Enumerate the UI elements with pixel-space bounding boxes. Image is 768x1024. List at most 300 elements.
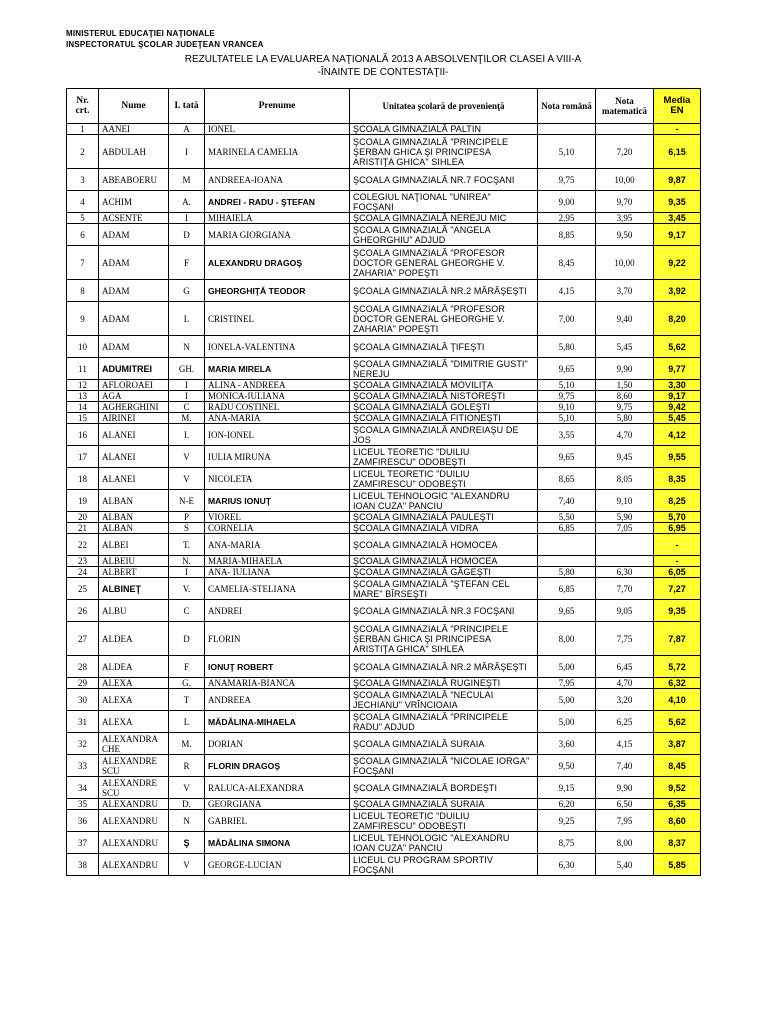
cell-nota-matematica: 6,25 (596, 711, 654, 733)
table-row (67, 391, 701, 402)
cell-nota-matematica: 7,40 (596, 755, 654, 777)
cell-nota-matematica: 5,45 (596, 336, 654, 358)
cell-nota-matematica: 9,40 (596, 302, 654, 336)
cell-nota-romana: 3,60 (538, 733, 596, 755)
table-row (67, 468, 701, 490)
cell-scoala: ŞCOALA GIMNAZIALĂ "PRINCIPELE ŞERBAN GHICA ŞI PRINCIPESA ARISTIŢA GHICA" SIHLEA (350, 622, 538, 656)
cell-initiala: V (169, 446, 205, 468)
cell-nume: AGHERGHINI (99, 402, 169, 413)
table-row (67, 380, 701, 391)
cell-scoala: ŞCOALA GIMNAZIALĂ RUGINEŞTI (350, 678, 538, 689)
cell-nume: AFLOROAEI (99, 380, 169, 391)
cell-nota-romana: 5,00 (538, 689, 596, 711)
cell-media: 8,45 (654, 755, 701, 777)
cell-nota-romana: 3,55 (538, 424, 596, 446)
cell-media: 9,17 (654, 391, 701, 402)
inspectorate-header: INSPECTORATUL ŞCOLAR JUDEŢEAN VRANCEA (66, 40, 264, 49)
cell-nr: 14 (67, 402, 99, 413)
table-row (67, 578, 701, 600)
table-row (67, 755, 701, 777)
table-row (67, 446, 701, 468)
cell-initiala: GH. (169, 358, 205, 380)
table-row (67, 224, 701, 246)
cell-nr: 28 (67, 656, 99, 678)
cell-nota-matematica: 9,75 (596, 402, 654, 413)
cell-scoala: ŞCOALA GIMNAZIALĂ NR.3 FOCŞANI (350, 600, 538, 622)
cell-prenume: GEORGE-LUCIAN (205, 854, 350, 876)
cell-scoala: LICEUL TEHNOLOGIC "ALEXANDRU IOAN CUZA" PANCIU (350, 832, 538, 854)
col-header-prenume: Prenume (205, 89, 350, 124)
cell-media: 5,45 (654, 413, 701, 424)
cell-media: 9,42 (654, 402, 701, 413)
cell-nr: 24 (67, 567, 99, 578)
cell-prenume: ANDREEA-IOANA (205, 169, 350, 191)
results-table-body (67, 124, 701, 876)
cell-prenume: CAMELIA-STELIANA (205, 578, 350, 600)
cell-nr: 19 (67, 490, 99, 512)
cell-nr: 36 (67, 810, 99, 832)
cell-media: 9,52 (654, 777, 701, 799)
cell-initiala: D (169, 622, 205, 656)
cell-nota-romana: 5,10 (538, 413, 596, 424)
col-header-scoala: Unitatea şcolară de provenienţă (350, 89, 538, 124)
cell-nota-romana: 7,00 (538, 302, 596, 336)
cell-scoala: ŞCOALA GIMNAZIALĂ "NICOLAE IORGA" FOCŞANI (350, 755, 538, 777)
cell-nota-matematica: 1,50 (596, 380, 654, 391)
cell-nota-romana: 9,25 (538, 810, 596, 832)
cell-nume: ALBEIU (99, 556, 169, 567)
cell-nr: 30 (67, 689, 99, 711)
cell-initiala: A. (169, 191, 205, 213)
cell-nota-romana: 9,75 (538, 169, 596, 191)
cell-nota-matematica: 6,50 (596, 799, 654, 810)
table-row (67, 854, 701, 876)
cell-nota-matematica: 4,70 (596, 424, 654, 446)
cell-nr: 16 (67, 424, 99, 446)
cell-nota-romana: 7,95 (538, 678, 596, 689)
cell-scoala: ŞCOALA GIMNAZIALĂ "PROFESOR DOCTOR GENERAL GHEORGHE V. ZAHARIA" POPEŞTI (350, 302, 538, 336)
cell-nume: ALANEI (99, 468, 169, 490)
cell-nota-matematica (596, 534, 654, 556)
table-row (67, 810, 701, 832)
cell-nume: AIRINEI (99, 413, 169, 424)
cell-scoala: ŞCOALA GIMNAZIALĂ "ŞTEFAN CEL MARE" BÎRSEŞTI (350, 578, 538, 600)
cell-initiala: D (169, 224, 205, 246)
ministry-header: MINISTERUL EDUCAŢIEI NAŢIONALE (66, 29, 215, 38)
cell-media: 3,87 (654, 733, 701, 755)
cell-nr: 5 (67, 213, 99, 224)
cell-initiala: V. (169, 578, 205, 600)
results-table-header (67, 89, 701, 124)
cell-prenume: CRISTINEL (205, 302, 350, 336)
cell-prenume: ANA- IULIANA (205, 567, 350, 578)
table-row (67, 689, 701, 711)
cell-prenume: MONICA-IULIANA (205, 391, 350, 402)
cell-nota-matematica: 9,50 (596, 224, 654, 246)
cell-nr: 11 (67, 358, 99, 380)
cell-media: - (654, 556, 701, 567)
cell-initiala: C (169, 600, 205, 622)
cell-nota-matematica: 5,90 (596, 512, 654, 523)
cell-initiala: I (169, 135, 205, 169)
cell-nota-romana: 9,10 (538, 402, 596, 413)
cell-nota-matematica: 10,00 (596, 169, 654, 191)
cell-nr: 15 (67, 413, 99, 424)
cell-initiala: T. (169, 534, 205, 556)
cell-nume: ALEXANDRU (99, 810, 169, 832)
cell-nota-romana: 6,20 (538, 799, 596, 810)
cell-nr: 2 (67, 135, 99, 169)
cell-scoala: LICEUL TEHNOLOGIC "ALEXANDRU IOAN CUZA" PANCIU (350, 490, 538, 512)
cell-prenume: ANA-MARIA (205, 534, 350, 556)
cell-nume: AGA (99, 391, 169, 402)
cell-nota-romana: 9,75 (538, 391, 596, 402)
table-row (67, 124, 701, 135)
table-row (67, 678, 701, 689)
cell-prenume: ANAMARIA-BIANCA (205, 678, 350, 689)
cell-scoala: ŞCOALA GIMNAZIALĂ "PRINCIPELE ŞERBAN GHICA ŞI PRINCIPESA ARISTIŢA GHICA" SIHLEA (350, 135, 538, 169)
cell-nume: ALEXANDRA CHE (99, 733, 169, 755)
cell-nume: ACSENTE (99, 213, 169, 224)
cell-scoala: ŞCOALA GIMNAZIALĂ PAULEŞTI (350, 512, 538, 523)
cell-nota-romana: 9,65 (538, 446, 596, 468)
cell-initiala: R (169, 755, 205, 777)
cell-media: 5,72 (654, 656, 701, 678)
cell-prenume: RALUCA-ALEXANDRA (205, 777, 350, 799)
cell-nota-matematica: 9,90 (596, 358, 654, 380)
cell-initiala: I (169, 567, 205, 578)
cell-media: 9,35 (654, 191, 701, 213)
cell-nota-matematica: 7,20 (596, 135, 654, 169)
cell-initiala: C (169, 402, 205, 413)
cell-initiala: S (169, 523, 205, 534)
cell-media: 6,95 (654, 523, 701, 534)
cell-nota-romana: 9,65 (538, 358, 596, 380)
col-header-nume: Nume (99, 89, 169, 124)
cell-initiala: G (169, 280, 205, 302)
cell-nr: 34 (67, 777, 99, 799)
cell-scoala: ŞCOALA GIMNAZIALĂ "NECULAI JECHIANU" VRÎNCIOAIA (350, 689, 538, 711)
cell-nota-romana: 9,15 (538, 777, 596, 799)
cell-nota-matematica: 4,15 (596, 733, 654, 755)
cell-nr: 4 (67, 191, 99, 213)
cell-nume: ALBU (99, 600, 169, 622)
table-row (67, 424, 701, 446)
cell-media: 5,62 (654, 336, 701, 358)
cell-nr: 13 (67, 391, 99, 402)
cell-initiala: V (169, 777, 205, 799)
cell-nume: ADUMITREI (99, 358, 169, 380)
cell-scoala: ŞCOALA GIMNAZIALĂ GOLEŞTI (350, 402, 538, 413)
table-row (67, 777, 701, 799)
cell-nume: ADAM (99, 224, 169, 246)
cell-scoala: ŞCOALA GIMNAZIALĂ SURAIA (350, 733, 538, 755)
cell-nr: 29 (67, 678, 99, 689)
cell-media: 9,22 (654, 246, 701, 280)
cell-media: 9,35 (654, 600, 701, 622)
cell-scoala: ŞCOALA GIMNAZIALĂ ŢIFEŞTI (350, 336, 538, 358)
cell-media: 7,27 (654, 578, 701, 600)
cell-nume: AANEI (99, 124, 169, 135)
header-row (67, 89, 701, 124)
cell-nume: ACHIM (99, 191, 169, 213)
cell-initiala: I (169, 391, 205, 402)
table-row (67, 534, 701, 556)
cell-nr: 3 (67, 169, 99, 191)
cell-nota-romana: 8,65 (538, 468, 596, 490)
col-header-nr: Nr. crt. (67, 89, 99, 124)
table-row (67, 135, 701, 169)
cell-nota-matematica: 3,95 (596, 213, 654, 224)
cell-nr: 20 (67, 512, 99, 523)
cell-nume: ALEXANDRE SCU (99, 755, 169, 777)
cell-nota-romana: 5,10 (538, 135, 596, 169)
cell-scoala: ŞCOALA GIMNAZIALĂ HOMOCEA (350, 534, 538, 556)
cell-media: 9,55 (654, 446, 701, 468)
cell-prenume: ANDREI - RADU - ŞTEFAN (205, 191, 350, 213)
cell-nr: 31 (67, 711, 99, 733)
cell-nota-matematica: 9,45 (596, 446, 654, 468)
cell-nota-matematica: 7,70 (596, 578, 654, 600)
cell-scoala: ŞCOALA GIMNAZIALĂ NEREJU MIC (350, 213, 538, 224)
table-row (67, 600, 701, 622)
cell-nota-matematica: 3,70 (596, 280, 654, 302)
cell-nr: 9 (67, 302, 99, 336)
cell-nr: 25 (67, 578, 99, 600)
cell-prenume: RADU COSTINEL (205, 402, 350, 413)
cell-initiala: N (169, 336, 205, 358)
cell-nota-matematica: 9,70 (596, 191, 654, 213)
cell-nr: 37 (67, 832, 99, 854)
cell-prenume: FLORIN DRAGOŞ (205, 755, 350, 777)
cell-nota-matematica: 6,30 (596, 567, 654, 578)
cell-initiala: A (169, 124, 205, 135)
cell-scoala: LICEUL CU PROGRAM SPORTIV FOCŞANI (350, 854, 538, 876)
table-row (67, 302, 701, 336)
cell-nota-matematica: 7,75 (596, 622, 654, 656)
cell-prenume: MARIA GIORGIANA (205, 224, 350, 246)
cell-nr: 27 (67, 622, 99, 656)
cell-nume: ALEXA (99, 678, 169, 689)
cell-prenume: NICOLETA (205, 468, 350, 490)
cell-media: 4,12 (654, 424, 701, 446)
table-row (67, 567, 701, 578)
cell-initiala: M (169, 169, 205, 191)
table-row (67, 556, 701, 567)
table-row (67, 832, 701, 854)
cell-nume: ALEXA (99, 689, 169, 711)
cell-scoala: ŞCOALA GIMNAZIALĂ PALTIN (350, 124, 538, 135)
cell-nume: ALANEI (99, 424, 169, 446)
cell-prenume: GEORGIANA (205, 799, 350, 810)
cell-scoala: ŞCOALA GIMNAZIALĂ SURAIA (350, 799, 538, 810)
cell-prenume: MARIA-MIHAELA (205, 556, 350, 567)
cell-initiala: D. (169, 799, 205, 810)
cell-nume: ALBAN (99, 523, 169, 534)
cell-initiala: T (169, 689, 205, 711)
table-row (67, 523, 701, 534)
cell-media: 7,87 (654, 622, 701, 656)
cell-nume: ALANEI (99, 446, 169, 468)
cell-initiala: M. (169, 413, 205, 424)
cell-scoala: ŞCOALA GIMNAZIALĂ "PROFESOR DOCTOR GENERAL GHEORGHE V. ZAHARIA" POPEŞTI (350, 246, 538, 280)
cell-prenume: ANA-MARIA (205, 413, 350, 424)
cell-nr: 22 (67, 534, 99, 556)
cell-nota-romana (538, 556, 596, 567)
cell-nr: 12 (67, 380, 99, 391)
cell-nume: ALDEA (99, 656, 169, 678)
cell-nota-matematica: 10,00 (596, 246, 654, 280)
cell-nota-romana: 5,00 (538, 656, 596, 678)
cell-nota-romana: 6,85 (538, 578, 596, 600)
cell-nume: ALEXANDRE SCU (99, 777, 169, 799)
cell-media: 6,15 (654, 135, 701, 169)
cell-initiala: L (169, 711, 205, 733)
table-row (67, 213, 701, 224)
cell-nume: ALEXANDRU (99, 799, 169, 810)
cell-scoala: ŞCOALA GIMNAZIALĂ "ANGELA GHEORGHIU" ADJUD (350, 224, 538, 246)
cell-nr: 8 (67, 280, 99, 302)
cell-initiala: N. (169, 556, 205, 567)
cell-nota-matematica: 5,40 (596, 854, 654, 876)
cell-nota-matematica: 4,70 (596, 678, 654, 689)
cell-initiala: V (169, 854, 205, 876)
cell-media: - (654, 124, 701, 135)
cell-nota-romana: 8,45 (538, 246, 596, 280)
cell-nota-romana: 5,10 (538, 380, 596, 391)
table-row (67, 656, 701, 678)
cell-nume: ABDULAH (99, 135, 169, 169)
cell-scoala: ŞCOALA GIMNAZIALĂ "PRINCIPELE RADU" ADJUD (350, 711, 538, 733)
cell-nota-matematica: 8,05 (596, 468, 654, 490)
cell-media: 9,87 (654, 169, 701, 191)
cell-prenume: MARINELA CAMELIA (205, 135, 350, 169)
cell-nota-matematica: 9,10 (596, 490, 654, 512)
table-row (67, 402, 701, 413)
cell-initiala: I. (169, 424, 205, 446)
cell-nr: 21 (67, 523, 99, 534)
table-row (67, 622, 701, 656)
table-row (67, 280, 701, 302)
cell-nr: 17 (67, 446, 99, 468)
cell-prenume: ALINA - ANDREEA (205, 380, 350, 391)
cell-prenume: ALEXANDRU DRAGOŞ (205, 246, 350, 280)
cell-nota-romana (538, 124, 596, 135)
cell-prenume: MIHAIELA (205, 213, 350, 224)
cell-initiala: I (169, 213, 205, 224)
cell-nr: 35 (67, 799, 99, 810)
cell-scoala: ŞCOALA GIMNAZIALĂ VIDRA (350, 523, 538, 534)
cell-nota-romana: 5,80 (538, 336, 596, 358)
cell-media: 3,92 (654, 280, 701, 302)
cell-nota-romana (538, 534, 596, 556)
cell-scoala: ŞCOALA GIMNAZIALĂ NISTOREŞTI (350, 391, 538, 402)
cell-prenume: MĂDĂLINA SIMONA (205, 832, 350, 854)
cell-nr: 10 (67, 336, 99, 358)
cell-media: 6,35 (654, 799, 701, 810)
cell-nota-romana: 7,40 (538, 490, 596, 512)
cell-nota-matematica: 8,60 (596, 391, 654, 402)
cell-nr: 6 (67, 224, 99, 246)
cell-scoala: LICEUL TEORETIC "DUILIU ZAMFIRESCU" ODOBEŞTI (350, 810, 538, 832)
cell-nota-romana: 9,00 (538, 191, 596, 213)
cell-initiala: I (169, 380, 205, 391)
cell-scoala: ŞCOALA GIMNAZIALĂ NR.2 MĂRĂŞEŞTI (350, 280, 538, 302)
cell-nota-romana: 6,30 (538, 854, 596, 876)
table-row (67, 169, 701, 191)
cell-nota-romana: 2,95 (538, 213, 596, 224)
cell-scoala: LICEUL TEORETIC "DUILIU ZAMFIRESCU" ODOBEŞTI (350, 468, 538, 490)
cell-initiala: L (169, 302, 205, 336)
cell-scoala: COLEGIUL NAŢIONAL "UNIREA" FOCŞANI (350, 191, 538, 213)
cell-prenume: ANDREI (205, 600, 350, 622)
cell-nota-romana: 9,65 (538, 600, 596, 622)
cell-prenume: IONELA-VALENTINA (205, 336, 350, 358)
cell-nota-romana: 8,00 (538, 622, 596, 656)
cell-scoala: ŞCOALA GIMNAZIALĂ NR.2 MĂRĂŞEŞTI (350, 656, 538, 678)
cell-nr: 38 (67, 854, 99, 876)
cell-initiala: P (169, 512, 205, 523)
cell-scoala: ŞCOALA GIMNAZIALĂ FITIONEŞTI (350, 413, 538, 424)
col-header-initiala: I. tată (169, 89, 205, 124)
cell-scoala: ŞCOALA GIMNAZIALĂ ANDREIAŞU DE JOS (350, 424, 538, 446)
col-header-nota-matematica: Nota matematică (596, 89, 654, 124)
cell-media: 5,85 (654, 854, 701, 876)
cell-media: 9,17 (654, 224, 701, 246)
cell-nota-matematica: 9,05 (596, 600, 654, 622)
cell-nota-matematica: 9,90 (596, 777, 654, 799)
cell-scoala: ŞCOALA GIMNAZIALĂ HOMOCEA (350, 556, 538, 567)
table-row (67, 711, 701, 733)
cell-nr: 23 (67, 556, 99, 567)
cell-prenume: GHEORGHIŢĂ TEODOR (205, 280, 350, 302)
cell-prenume: IONUŢ ROBERT (205, 656, 350, 678)
table-row (67, 191, 701, 213)
table-row (67, 490, 701, 512)
col-header-nota-romana: Nota română (538, 89, 596, 124)
cell-initiala: N-E (169, 490, 205, 512)
cell-nume: ALBEI (99, 534, 169, 556)
cell-nota-matematica: 3,20 (596, 689, 654, 711)
cell-nota-matematica (596, 556, 654, 567)
cell-nota-romana: 6,85 (538, 523, 596, 534)
cell-media: 3,30 (654, 380, 701, 391)
cell-prenume: MĂDĂLINA-MIHAELA (205, 711, 350, 733)
cell-nr: 18 (67, 468, 99, 490)
cell-prenume: GABRIEL (205, 810, 350, 832)
cell-nume: ADAM (99, 336, 169, 358)
cell-scoala: ŞCOALA GIMNAZIALĂ GĂGEŞTI (350, 567, 538, 578)
cell-prenume: VIOREL (205, 512, 350, 523)
cell-nr: 32 (67, 733, 99, 755)
cell-nota-matematica: 6,45 (596, 656, 654, 678)
cell-nume: ALEXANDRU (99, 854, 169, 876)
cell-media: 5,70 (654, 512, 701, 523)
cell-nume: ALBINEŢ (99, 578, 169, 600)
document-title: REZULTATELE LA EVALUAREA NAŢIONALĂ 2013 A ABSOLVENŢILOR CLASEI A VIII-A (184, 54, 582, 65)
cell-media: 8,25 (654, 490, 701, 512)
cell-nota-matematica: 7,05 (596, 523, 654, 534)
cell-nota-romana: 9,50 (538, 755, 596, 777)
cell-scoala: ŞCOALA GIMNAZIALĂ BORDEŞTI (350, 777, 538, 799)
cell-nume: ALBAN (99, 490, 169, 512)
document-subtitle: -ÎNAINTE DE CONTESTAŢII- (317, 67, 449, 78)
cell-nota-romana: 5,00 (538, 711, 596, 733)
cell-prenume: ION-IONEL (205, 424, 350, 446)
cell-scoala: ŞCOALA GIMNAZIALĂ MOVILIŢA (350, 380, 538, 391)
table-row (67, 246, 701, 280)
cell-initiala: M. (169, 733, 205, 755)
